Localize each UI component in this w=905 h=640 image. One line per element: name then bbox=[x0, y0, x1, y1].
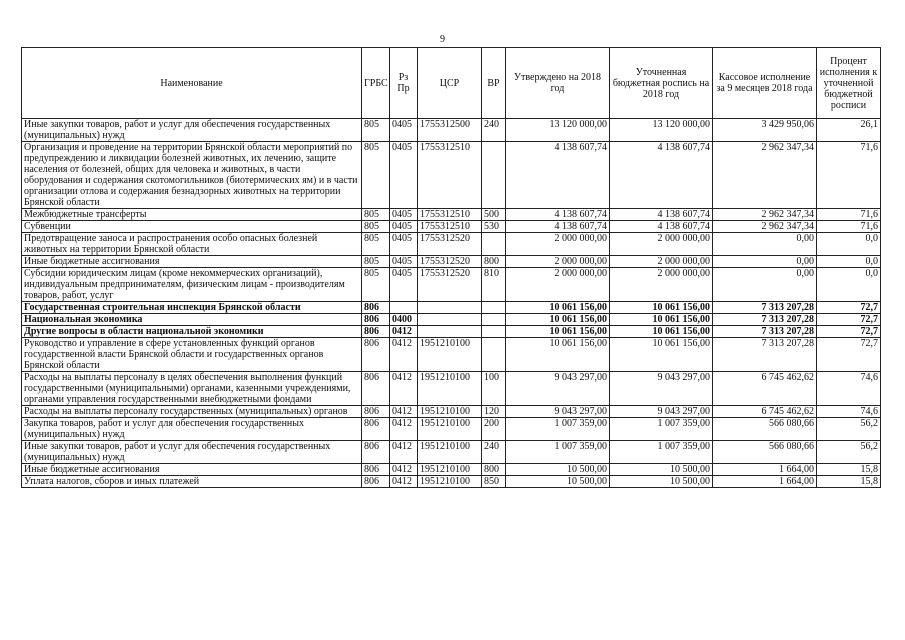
cell-percent: 71,6 bbox=[817, 142, 881, 209]
cell-cash: 0,00 bbox=[713, 256, 817, 268]
table-row bbox=[22, 209, 881, 221]
cell-csr: 1951210100 bbox=[418, 464, 482, 476]
cell-refined: 9 043 297,00 bbox=[610, 406, 713, 418]
cell-rzpr: 0400 bbox=[390, 314, 418, 326]
cell-cash: 2 962 347,34 bbox=[713, 209, 817, 221]
cell-vr: 530 bbox=[482, 221, 506, 233]
cell-grbs: 806 bbox=[362, 476, 390, 488]
cell-grbs: 806 bbox=[362, 464, 390, 476]
cell-rzpr: 0412 bbox=[390, 464, 418, 476]
cell-name: Иные бюджетные ассигнования bbox=[22, 464, 362, 476]
table-body bbox=[22, 119, 881, 488]
cell-name: Субвенции bbox=[22, 221, 362, 233]
cell-percent: 71,6 bbox=[817, 209, 881, 221]
cell-csr: 1951210100 bbox=[418, 338, 482, 372]
cell-cash: 0,00 bbox=[713, 268, 817, 302]
cell-refined: 10 061 156,00 bbox=[610, 326, 713, 338]
cell-vr: 120 bbox=[482, 406, 506, 418]
cell-csr: 1951210100 bbox=[418, 476, 482, 488]
page-number: 9 bbox=[440, 34, 445, 45]
cell-csr: 1755312520 bbox=[418, 256, 482, 268]
cell-grbs: 806 bbox=[362, 406, 390, 418]
table-row bbox=[22, 233, 881, 256]
cell-approved: 2 000 000,00 bbox=[506, 268, 610, 302]
cell-refined: 2 000 000,00 bbox=[610, 256, 713, 268]
cell-rzpr: 0405 bbox=[390, 233, 418, 256]
cell-refined: 4 138 607,74 bbox=[610, 142, 713, 209]
table-row bbox=[22, 372, 881, 406]
table-row bbox=[22, 221, 881, 233]
cell-csr: 1951210100 bbox=[418, 406, 482, 418]
cell-name: Другие вопросы в области национальной экономики bbox=[22, 326, 362, 338]
cell-approved: 13 120 000,00 bbox=[506, 119, 610, 142]
cell-percent: 72,7 bbox=[817, 326, 881, 338]
cell-csr: 1951210100 bbox=[418, 372, 482, 406]
cell-vr: 500 bbox=[482, 209, 506, 221]
cell-grbs: 805 bbox=[362, 233, 390, 256]
cell-name: Закупка товаров, работ и услуг для обеспечения государственных (муниципальных) нужд bbox=[22, 418, 362, 441]
cell-cash: 0,00 bbox=[713, 233, 817, 256]
cell-cash: 7 313 207,28 bbox=[713, 338, 817, 372]
cell-name: Межбюджетные трансферты bbox=[22, 209, 362, 221]
cell-approved: 2 000 000,00 bbox=[506, 256, 610, 268]
header-csr: ЦСР bbox=[418, 48, 482, 119]
cell-refined: 13 120 000,00 bbox=[610, 119, 713, 142]
cell-percent: 74,6 bbox=[817, 372, 881, 406]
cell-vr bbox=[482, 326, 506, 338]
cell-approved: 4 138 607,74 bbox=[506, 221, 610, 233]
cell-percent: 0,0 bbox=[817, 268, 881, 302]
cell-grbs: 805 bbox=[362, 119, 390, 142]
cell-approved: 9 043 297,00 bbox=[506, 406, 610, 418]
cell-approved: 10 061 156,00 bbox=[506, 302, 610, 314]
cell-refined: 4 138 607,74 bbox=[610, 209, 713, 221]
cell-cash: 3 429 950,06 bbox=[713, 119, 817, 142]
cell-vr: 800 bbox=[482, 464, 506, 476]
cell-vr: 240 bbox=[482, 441, 506, 464]
cell-name: Уплата налогов, сборов и иных платежей bbox=[22, 476, 362, 488]
cell-cash: 6 745 462,62 bbox=[713, 372, 817, 406]
cell-refined: 10 500,00 bbox=[610, 464, 713, 476]
cell-vr bbox=[482, 142, 506, 209]
cell-rzpr: 0412 bbox=[390, 476, 418, 488]
cell-rzpr: 0412 bbox=[390, 338, 418, 372]
cell-rzpr: 0412 bbox=[390, 418, 418, 441]
cell-csr: 1951210100 bbox=[418, 441, 482, 464]
cell-rzpr: 0405 bbox=[390, 209, 418, 221]
cell-approved: 10 500,00 bbox=[506, 476, 610, 488]
cell-csr: 1755312500 bbox=[418, 119, 482, 142]
cell-approved: 9 043 297,00 bbox=[506, 372, 610, 406]
cell-rzpr bbox=[390, 302, 418, 314]
cell-rzpr: 0405 bbox=[390, 256, 418, 268]
cell-percent: 15,8 bbox=[817, 464, 881, 476]
cell-csr bbox=[418, 314, 482, 326]
cell-refined: 1 007 359,00 bbox=[610, 441, 713, 464]
cell-name: Руководство и управление в сфере установленных функций органов государственной власти Брянской области и государственных органов Брянской области bbox=[22, 338, 362, 372]
cell-cash: 6 745 462,62 bbox=[713, 406, 817, 418]
table-row bbox=[22, 268, 881, 302]
cell-refined: 10 061 156,00 bbox=[610, 338, 713, 372]
cell-name: Иные закупки товаров, работ и услуг для обеспечения государственных (муниципальных) нужд bbox=[22, 119, 362, 142]
table-row bbox=[22, 338, 881, 372]
cell-cash: 566 080,66 bbox=[713, 441, 817, 464]
cell-vr: 850 bbox=[482, 476, 506, 488]
table-row bbox=[22, 302, 881, 314]
cell-cash: 7 313 207,28 bbox=[713, 314, 817, 326]
cell-vr bbox=[482, 302, 506, 314]
header-rzpr: Рз Пр bbox=[390, 48, 418, 119]
table-row bbox=[22, 476, 881, 488]
cell-csr: 1755312510 bbox=[418, 209, 482, 221]
cell-approved: 2 000 000,00 bbox=[506, 233, 610, 256]
cell-grbs: 806 bbox=[362, 338, 390, 372]
table-row bbox=[22, 441, 881, 464]
cell-csr: 1951210100 bbox=[418, 418, 482, 441]
table-row bbox=[22, 406, 881, 418]
table-row bbox=[22, 119, 881, 142]
header-cash: Кассовое исполнение за 9 месяцев 2018 года bbox=[713, 48, 817, 119]
cell-csr: 1755312520 bbox=[418, 268, 482, 302]
cell-csr: 1755312510 bbox=[418, 221, 482, 233]
table-row bbox=[22, 418, 881, 441]
cell-cash: 2 962 347,34 bbox=[713, 221, 817, 233]
header-grbs: ГРБС bbox=[362, 48, 390, 119]
cell-refined: 10 500,00 bbox=[610, 476, 713, 488]
cell-rzpr: 0412 bbox=[390, 406, 418, 418]
cell-percent: 74,6 bbox=[817, 406, 881, 418]
cell-rzpr: 0412 bbox=[390, 441, 418, 464]
header-percent: Процент исполнения к уточненной бюджетной росписи bbox=[817, 48, 881, 119]
cell-name: Расходы на выплаты персоналу в целях обеспечения выполнения функций государственными (муниципальными) органами, казенными учреждениями, органами управления государственными внебюджетными фондами bbox=[22, 372, 362, 406]
cell-grbs: 806 bbox=[362, 372, 390, 406]
budget-execution-table bbox=[21, 47, 881, 488]
cell-grbs: 806 bbox=[362, 326, 390, 338]
cell-approved: 10 061 156,00 bbox=[506, 338, 610, 372]
cell-vr bbox=[482, 233, 506, 256]
cell-refined: 10 061 156,00 bbox=[610, 314, 713, 326]
cell-percent: 15,8 bbox=[817, 476, 881, 488]
cell-grbs: 805 bbox=[362, 221, 390, 233]
cell-refined: 9 043 297,00 bbox=[610, 372, 713, 406]
header-approved: Утверждено на 2018 год bbox=[506, 48, 610, 119]
cell-percent: 0,0 bbox=[817, 256, 881, 268]
table-row bbox=[22, 142, 881, 209]
cell-name: Иные бюджетные ассигнования bbox=[22, 256, 362, 268]
cell-cash: 7 313 207,28 bbox=[713, 302, 817, 314]
cell-percent: 72,7 bbox=[817, 314, 881, 326]
cell-refined: 2 000 000,00 bbox=[610, 268, 713, 302]
cell-percent: 56,2 bbox=[817, 418, 881, 441]
cell-csr: 1755312510 bbox=[418, 142, 482, 209]
cell-name: Иные закупки товаров, работ и услуг для обеспечения государственных (муниципальных) нужд bbox=[22, 441, 362, 464]
header-name: Наименование bbox=[22, 48, 362, 119]
cell-grbs: 805 bbox=[362, 256, 390, 268]
cell-cash: 1 664,00 bbox=[713, 476, 817, 488]
cell-name: Расходы на выплаты персоналу государственных (муниципальных) органов bbox=[22, 406, 362, 418]
cell-vr: 100 bbox=[482, 372, 506, 406]
cell-refined: 4 138 607,74 bbox=[610, 221, 713, 233]
header-refined: Уточненная бюджетная роспись на 2018 год bbox=[610, 48, 713, 119]
cell-approved: 10 061 156,00 bbox=[506, 314, 610, 326]
table-row bbox=[22, 256, 881, 268]
cell-name: Государственная строительная инспекция Брянской области bbox=[22, 302, 362, 314]
cell-name: Предотвращение заноса и распространения особо опасных болезней животных на территории Брянской области bbox=[22, 233, 362, 256]
cell-vr: 810 bbox=[482, 268, 506, 302]
cell-rzpr: 0412 bbox=[390, 372, 418, 406]
cell-rzpr: 0405 bbox=[390, 221, 418, 233]
cell-grbs: 805 bbox=[362, 268, 390, 302]
cell-grbs: 806 bbox=[362, 314, 390, 326]
cell-csr bbox=[418, 326, 482, 338]
cell-vr: 200 bbox=[482, 418, 506, 441]
cell-vr bbox=[482, 314, 506, 326]
cell-refined: 1 007 359,00 bbox=[610, 418, 713, 441]
cell-name: Организация и проведение на территории Брянской области мероприятий по предупреждению и ликвидации болезней животных, их лечению, защите населения от болезней, общих для человека и животных, в части оборудования и содержания скотомогильников (биотермических ям) и в части организации отлова и содержания безнадзорных животных на территории Брянской области bbox=[22, 142, 362, 209]
cell-percent: 56,2 bbox=[817, 441, 881, 464]
table-row bbox=[22, 464, 881, 476]
cell-vr bbox=[482, 338, 506, 372]
cell-cash: 7 313 207,28 bbox=[713, 326, 817, 338]
cell-refined: 10 061 156,00 bbox=[610, 302, 713, 314]
table-row bbox=[22, 314, 881, 326]
cell-csr: 1755312520 bbox=[418, 233, 482, 256]
cell-rzpr: 0405 bbox=[390, 142, 418, 209]
cell-grbs: 806 bbox=[362, 302, 390, 314]
cell-percent: 72,7 bbox=[817, 302, 881, 314]
cell-rzpr: 0412 bbox=[390, 326, 418, 338]
cell-approved: 1 007 359,00 bbox=[506, 418, 610, 441]
cell-percent: 0,0 bbox=[817, 233, 881, 256]
cell-name: Национальная экономика bbox=[22, 314, 362, 326]
cell-cash: 1 664,00 bbox=[713, 464, 817, 476]
cell-approved: 10 061 156,00 bbox=[506, 326, 610, 338]
cell-vr: 800 bbox=[482, 256, 506, 268]
cell-grbs: 805 bbox=[362, 209, 390, 221]
cell-vr: 240 bbox=[482, 119, 506, 142]
cell-cash: 2 962 347,34 bbox=[713, 142, 817, 209]
cell-approved: 4 138 607,74 bbox=[506, 209, 610, 221]
cell-rzpr: 0405 bbox=[390, 268, 418, 302]
cell-grbs: 805 bbox=[362, 142, 390, 209]
header-vr: ВР bbox=[482, 48, 506, 119]
cell-grbs: 806 bbox=[362, 441, 390, 464]
cell-refined: 2 000 000,00 bbox=[610, 233, 713, 256]
table-row bbox=[22, 326, 881, 338]
table-header bbox=[22, 48, 881, 119]
cell-percent: 72,7 bbox=[817, 338, 881, 372]
cell-approved: 4 138 607,74 bbox=[506, 142, 610, 209]
cell-csr bbox=[418, 302, 482, 314]
cell-percent: 71,6 bbox=[817, 221, 881, 233]
cell-name: Субсидии юридическим лицам (кроме некоммерческих организаций), индивидуальным предпринимателям, физическим лицам - производителям товаров, работ, услуг bbox=[22, 268, 362, 302]
cell-rzpr: 0405 bbox=[390, 119, 418, 142]
cell-approved: 1 007 359,00 bbox=[506, 441, 610, 464]
cell-percent: 26,1 bbox=[817, 119, 881, 142]
cell-grbs: 806 bbox=[362, 418, 390, 441]
cell-approved: 10 500,00 bbox=[506, 464, 610, 476]
cell-cash: 566 080,66 bbox=[713, 418, 817, 441]
